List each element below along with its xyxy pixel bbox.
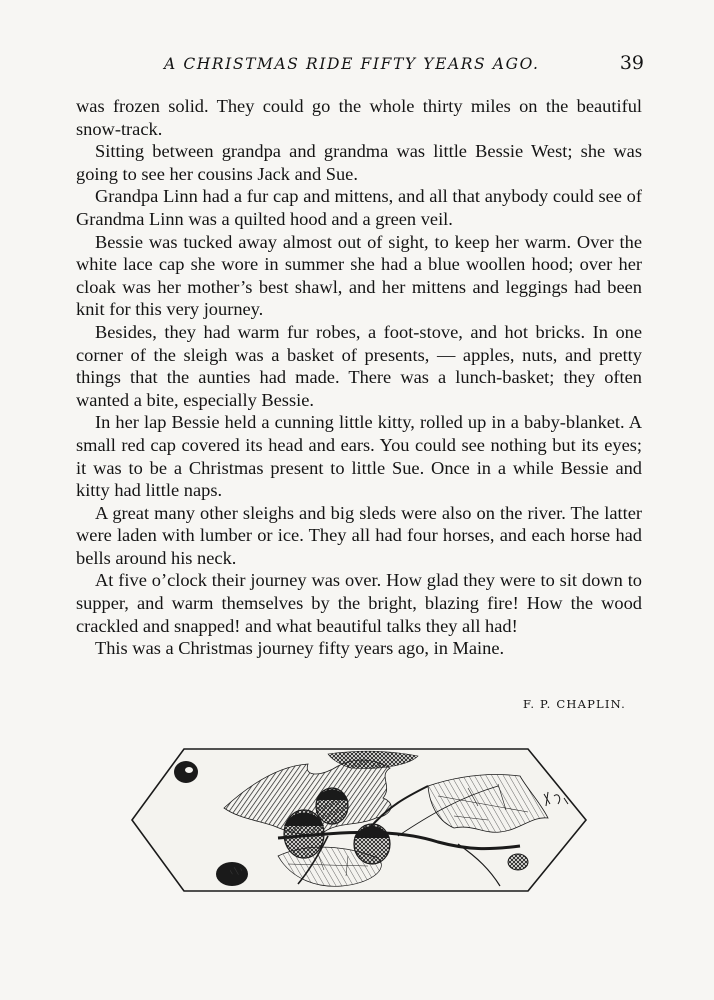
running-title: A CHRISTMAS RIDE FIFTY YEARS AGO. xyxy=(164,55,540,73)
paragraph: Grandpa Linn had a fur cap and mittens, and all that anybody could see of Grandma Linn was a quilted hood and a green veil. xyxy=(76,186,642,229)
paragraph: In her lap Bessie held a cunning little kitty, rolled up in a baby-blanket. A small red cap covered its head and ears. You could see nothing but its eyes; it was to be a Christmas present to little Sue. Once in a while Bessie and kitty had little naps. xyxy=(76,412,642,501)
acorn-cup xyxy=(508,854,528,870)
paragraph: This was a Christmas journey fifty years ago, in Maine. xyxy=(95,638,505,659)
acorn xyxy=(316,788,348,824)
paragraph: Besides, they had warm fur robes, a foot-stove, and hot bricks. In one corner of the sleigh was a basket of presents, — apples, nuts, and pretty things that the aunties had made. There was a lunch-basket; they often wanted a bite, especially Bessie. xyxy=(76,321,642,410)
acorn xyxy=(354,824,390,864)
paragraph: At five o’clock their journey was over. How glad they were to sit down to supper, and warm themselves by the bright, blazing fire! How the wood crackled and snapped! and what beautiful talks they all had! xyxy=(76,570,642,636)
paragraph: A great many other sleighs and big sleds were also on the river. The latter were laden with lumber or ice. They all had four horses, and each horse had bells around his neck. xyxy=(76,502,642,568)
paragraph: Bessie was tucked away almost out of sight, to keep her warm. Over the white lace cap she wore in summer she had a blue woollen hood; over her cloak was her mother’s best shawl, and her mittens and leggings had been knit for this very journey. xyxy=(76,231,642,320)
story-body xyxy=(76,95,642,660)
paragraph: was frozen solid. They could go the whole thirty miles on the beautiful snow-track. xyxy=(76,96,642,139)
acorn xyxy=(174,761,198,783)
acorn-vignette-illustration xyxy=(128,746,590,894)
page-number: 39 xyxy=(619,52,644,74)
author-signature: F. P. CHAPLIN. xyxy=(522,697,626,711)
paragraph: Sitting between grandpa and grandma was little Bessie West; she was going to see her cousins Jack and Sue. xyxy=(76,141,642,184)
acorn xyxy=(284,810,324,858)
running-header xyxy=(78,52,644,81)
acorn xyxy=(216,862,248,886)
